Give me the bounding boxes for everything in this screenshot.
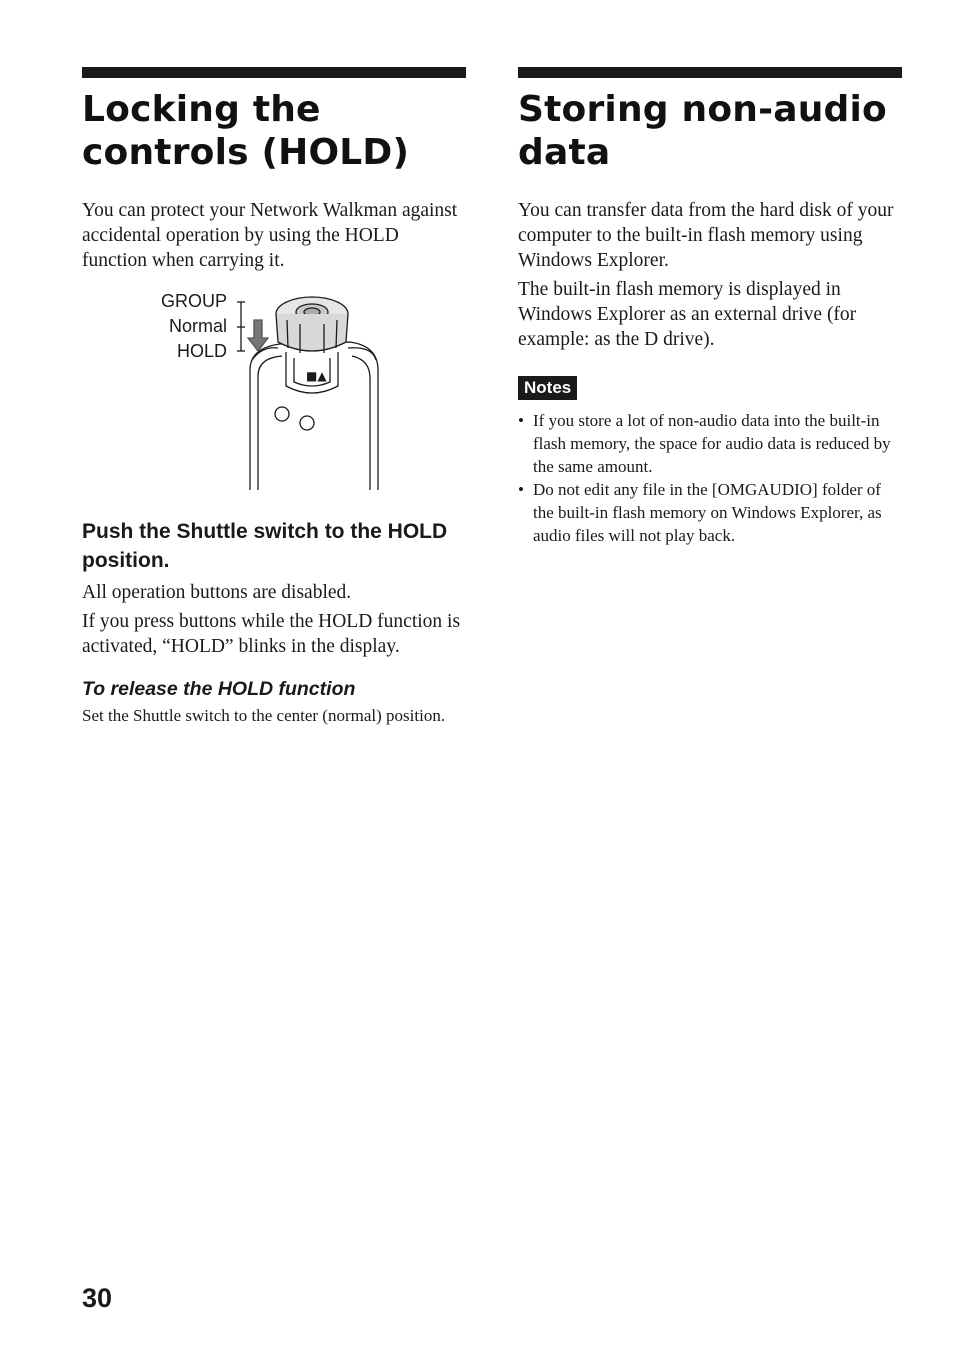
label-normal: Normal bbox=[168, 316, 227, 336]
button-right bbox=[300, 416, 314, 430]
device-body-outline bbox=[250, 342, 378, 490]
section-rule bbox=[518, 67, 902, 78]
release-heading: To release the HOLD function bbox=[82, 678, 356, 700]
note-item bbox=[518, 478, 902, 547]
release-text: Set the Shuttle switch to the center (normal) position. bbox=[82, 706, 446, 725]
button-left bbox=[275, 407, 289, 421]
intro-paragraph: You can protect your Network Walkman against accidental operation by using the HOLD function when carrying it. bbox=[82, 200, 458, 271]
label-hold: HOLD bbox=[176, 341, 227, 361]
note-item bbox=[518, 409, 902, 478]
note-text: Do not edit any file in the [OMGAUDIO] folder of the built-in flash memory on Windows Explorer, as audio files will not play back. bbox=[533, 480, 882, 545]
right-shoulder bbox=[348, 348, 376, 360]
section-locking-controls bbox=[82, 67, 466, 727]
walkman-device-illustration bbox=[82, 290, 466, 490]
section-title-line1: Storing non-audio bbox=[518, 89, 887, 130]
stop-play-icon: ■▲ bbox=[306, 369, 327, 383]
section-title bbox=[82, 88, 466, 174]
paragraph-1: You can transfer data from the hard disk of your computer to the built-in flash memory using Windows Explorer. bbox=[518, 200, 894, 271]
notes-list bbox=[518, 409, 902, 547]
hold-arrow-icon bbox=[248, 320, 268, 351]
step-heading: Push the Shuttle switch to the HOLD position. bbox=[82, 520, 448, 572]
section-title bbox=[518, 88, 902, 174]
bullet-icon: • bbox=[518, 480, 524, 499]
section-title-line2: data bbox=[518, 132, 611, 173]
label-group: GROUP bbox=[160, 291, 227, 311]
step-text-2: If you press buttons while the HOLD function is activated, “HOLD” blinks in the display. bbox=[82, 611, 461, 657]
note-text: If you store a lot of non-audio data into the built-in flash memory, the space for audio data is reduced by the same amount. bbox=[533, 411, 891, 476]
step-text-1: All operation buttons are disabled. bbox=[82, 582, 352, 603]
section-title-line2: controls (HOLD) bbox=[82, 132, 410, 173]
section-storing-data bbox=[518, 67, 902, 547]
hold-switch-figure bbox=[82, 290, 466, 490]
notes-badge: Notes bbox=[518, 376, 577, 400]
bullet-icon: • bbox=[518, 411, 524, 430]
page-number: 30 bbox=[82, 1283, 113, 1313]
paragraph-2: The built-in flash memory is displayed in Windows Explorer as an external drive (for example: as the D drive). bbox=[518, 279, 857, 350]
section-rule bbox=[82, 67, 466, 78]
section-title-line1: Locking the bbox=[82, 89, 321, 130]
